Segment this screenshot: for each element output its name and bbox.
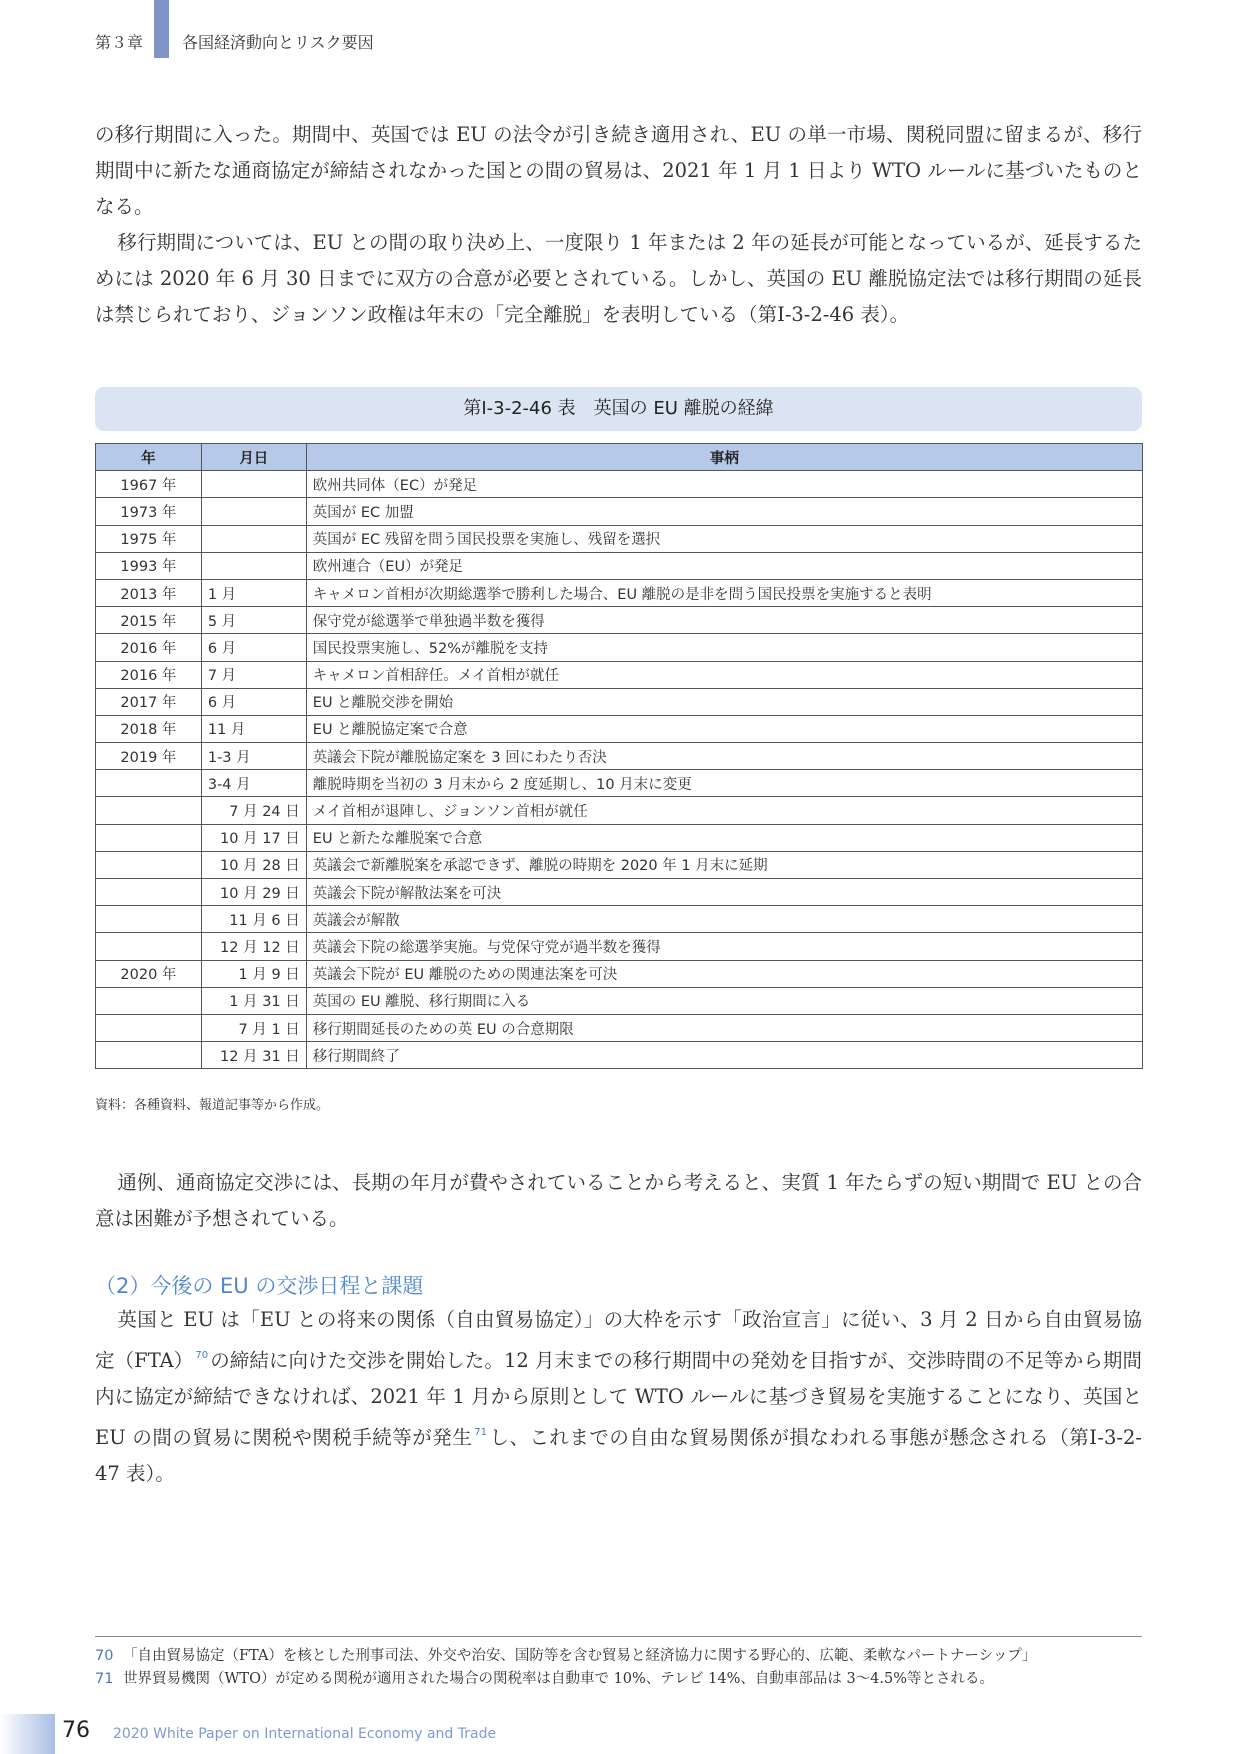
paragraph-4-part-a: 英国と EU は「EU との将来の関係（自由貿易協定）」の大枠を示す「政治宣言」に従い、3 月 2 日から自由貿易協定（FTA）	[95, 1308, 1142, 1372]
chapter-title: 各国経済動向とリスク要因	[182, 33, 374, 52]
cell-date: 12 月 31 日	[201, 1042, 306, 1069]
footnote-number: 71	[95, 1671, 114, 1687]
cell-event: 離脱時期を当初の 3 月末から 2 度延期し、10 月末に変更	[306, 770, 1142, 797]
table-row	[96, 987, 1143, 1014]
cell-date: 12 月 12 日	[201, 933, 306, 960]
cell-date	[201, 552, 306, 579]
table-row	[96, 1014, 1143, 1041]
table-row	[96, 1042, 1143, 1069]
footnote-ref-71[interactable]: 71	[474, 1427, 487, 1438]
footnote-71	[95, 1667, 994, 1688]
footnote-70	[95, 1644, 1036, 1665]
paragraph-4-part-b: の締結に向けた交渉を開始した。12 月末までの移行期間中の発効を目指すが、交渉時間の不足等から期間内に協定が締結できなければ、2021 年 1 月から原則として WTO ルールに基づき貿易を実施することになり、英国と EU の間の貿易に関税や関税手続等が発生	[95, 1349, 1142, 1449]
cell-event: 英議会下院が解散法案を可決	[306, 879, 1142, 906]
cell-date	[201, 498, 306, 525]
cell-year	[96, 770, 202, 797]
footnote-text: 世界貿易機関（WTO）が定める関税が適用された場合の関税率は自動車で 10%、テレビ 14%、自動車部品は 3～4.5%等とされる。	[123, 1671, 995, 1687]
table-row	[96, 851, 1143, 878]
table-body	[96, 471, 1143, 1069]
table-row	[96, 879, 1143, 906]
table-row	[96, 743, 1143, 770]
cell-year: 2015 年	[96, 607, 202, 634]
cell-date: 1 月	[201, 579, 306, 606]
cell-event: 英国が EC 残留を問う国民投票を実施し、残留を選択	[306, 525, 1142, 552]
cell-year: 2016 年	[96, 634, 202, 661]
cell-event: 移行期間終了	[306, 1042, 1142, 1069]
table-row	[96, 770, 1143, 797]
table-row	[96, 525, 1143, 552]
table-row	[96, 715, 1143, 742]
cell-event: 英議会下院の総選挙実施。与党保守党が過半数を獲得	[306, 933, 1142, 960]
table-header-row	[96, 444, 1143, 471]
cell-year: 2016 年	[96, 661, 202, 688]
page-number: 76	[62, 1718, 90, 1743]
table-row	[96, 688, 1143, 715]
paragraph-3: 通例、通商協定交渉には、長期の年月が費やされていることから考えると、実質 1 年たらずの短い期間で EU との合意は困難が予想されている。	[95, 1171, 1142, 1230]
cell-year	[96, 851, 202, 878]
cell-event: 英国の EU 離脱、移行期間に入る	[306, 987, 1142, 1014]
table-source-note: 資料：各種資料、報道記事等から作成。	[95, 1098, 330, 1113]
cell-date: 10 月 29 日	[201, 879, 306, 906]
table-row	[96, 634, 1143, 661]
chapter-label: 第３章	[95, 33, 144, 52]
cell-event: 保守党が総選挙で単独過半数を獲得	[306, 607, 1142, 634]
cell-event: 英国が EC 加盟	[306, 498, 1142, 525]
footnote-number: 70	[95, 1648, 114, 1664]
cell-event: 英議会下院が EU 離脱のための関連法案を可決	[306, 960, 1142, 987]
cell-date: 3-4 月	[201, 770, 306, 797]
cell-year	[96, 906, 202, 933]
cell-date: 7 月	[201, 661, 306, 688]
table-row	[96, 933, 1143, 960]
cell-date: 11 月	[201, 715, 306, 742]
cell-date: 5 月	[201, 607, 306, 634]
table-row	[96, 906, 1143, 933]
table-row	[96, 471, 1143, 498]
footnote-text: 「自由貿易協定（FTA）を核とした刑事司法、外交や治安、国防等を含む貿易と経済協力に関する野心的、広範、柔軟なパートナーシップ」	[123, 1648, 1037, 1664]
cell-date: 7 月 24 日	[201, 797, 306, 824]
cell-event: 英議会が解散	[306, 906, 1142, 933]
cell-date: 6 月	[201, 634, 306, 661]
cell-year: 1973 年	[96, 498, 202, 525]
cell-date: 1 月 9 日	[201, 960, 306, 987]
table-row	[96, 579, 1143, 606]
cell-event: EU と離脱交渉を開始	[306, 688, 1142, 715]
cell-event: 英議会下院が離脱協定案を 3 回にわたり否決	[306, 743, 1142, 770]
footer-accent-bar	[0, 1714, 55, 1754]
header-date: 月日	[201, 444, 306, 471]
table-row	[96, 824, 1143, 851]
cell-event: EU と新たな離脱案で合意	[306, 824, 1142, 851]
cell-year	[96, 1042, 202, 1069]
cell-year: 1993 年	[96, 552, 202, 579]
cell-year: 2019 年	[96, 743, 202, 770]
table-row	[96, 797, 1143, 824]
paragraph-2: 移行期間については、EU との間の取り決め上、一度限り 1 年または 2 年の延長が可能となっているが、延長するためには 2020 年 6 月 30 日までに双方の合意が必要とされている。しかし、英国の EU 離脱協定法では移行期間の延長は禁じられており、ジョンソン政権は年末の「完全離脱」を表明している（第Ⅰ-3-2-46 表）。	[95, 231, 1142, 326]
table-caption: 第Ⅰ-3-2-46 表 英国の EU 離脱の経緯	[95, 387, 1142, 431]
cell-event: キャメロン首相が次期総選挙で勝利した場合、EU 離脱の是非を問う国民投票を実施すると表明	[306, 579, 1142, 606]
cell-date: 7 月 1 日	[201, 1014, 306, 1041]
table-row	[96, 607, 1143, 634]
paragraph-4	[95, 1302, 1142, 1492]
table-row	[96, 960, 1143, 987]
footnote-divider	[95, 1636, 1142, 1637]
header-event: 事柄	[306, 444, 1142, 471]
cell-year: 2013 年	[96, 579, 202, 606]
cell-date: 10 月 17 日	[201, 824, 306, 851]
header-year: 年	[96, 444, 202, 471]
cell-date: 11 月 6 日	[201, 906, 306, 933]
cell-date: 6 月	[201, 688, 306, 715]
paragraph-1: の移行期間に入った。期間中、英国では EU の法令が引き続き適用され、EU の単一市場、関税同盟に留まるが、移行期間中に新たな通商協定が締結されなかった国との間の貿易は、2021 年 1 月 1 日より WTO ルールに基づいたものとなる。	[95, 123, 1142, 218]
cell-date: 10 月 28 日	[201, 851, 306, 878]
section-heading: （2）今後の EU の交渉日程と課題	[95, 1274, 424, 1298]
cell-event: 英議会で新離脱案を承認できず、離脱の時期を 2020 年 1 月末に延期	[306, 851, 1142, 878]
cell-year: 2018 年	[96, 715, 202, 742]
cell-date: 1-3 月	[201, 743, 306, 770]
brexit-timeline-table	[95, 443, 1143, 1069]
page-header	[0, 0, 1241, 58]
cell-year	[96, 987, 202, 1014]
header-accent-bar	[154, 0, 169, 58]
cell-event: 欧州連合（EU）が発足	[306, 552, 1142, 579]
cell-year	[96, 1014, 202, 1041]
cell-year	[96, 797, 202, 824]
cell-event: メイ首相が退陣し、ジョンソン首相が就任	[306, 797, 1142, 824]
cell-event: EU と離脱協定案で合意	[306, 715, 1142, 742]
footer-title: 2020 White Paper on International Economy and Trade	[113, 1726, 497, 1742]
cell-date	[201, 471, 306, 498]
table-row	[96, 552, 1143, 579]
cell-year	[96, 824, 202, 851]
cell-year: 1967 年	[96, 471, 202, 498]
table-row	[96, 498, 1143, 525]
cell-date: 1 月 31 日	[201, 987, 306, 1014]
cell-year: 1975 年	[96, 525, 202, 552]
cell-event: 国民投票実施し、52%が離脱を支持	[306, 634, 1142, 661]
footnote-ref-70[interactable]: 70	[195, 1350, 209, 1361]
cell-year: 2017 年	[96, 688, 202, 715]
table-row	[96, 661, 1143, 688]
cell-event: キャメロン首相辞任。メイ首相が就任	[306, 661, 1142, 688]
cell-event: 欧州共同体（EC）が発足	[306, 471, 1142, 498]
cell-event: 移行期間延長のための英 EU の合意期限	[306, 1014, 1142, 1041]
cell-year	[96, 879, 202, 906]
paragraph-4-part-c: し、これまでの自由な貿易関係が損なわれる事態が懸念される（第Ⅰ-3-2-47 表）。	[95, 1426, 1142, 1485]
cell-year	[96, 933, 202, 960]
cell-date	[201, 525, 306, 552]
cell-year: 2020 年	[96, 960, 202, 987]
